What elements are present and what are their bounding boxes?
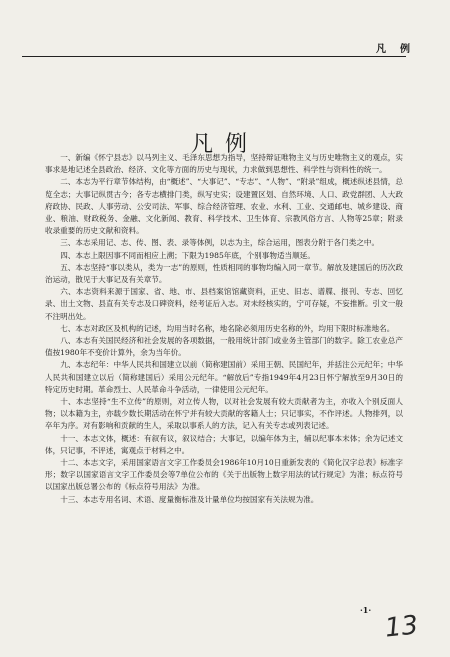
guideline-item-9: 九、本志纪年：中华人民共和国建立以前（简称建国前）采用王朝、民国纪年，并括注公元纪年；中华人民共和国建立以后（简称建国后）采用公元纪年。“解放后”专指1949年4月23日怀宁解放至9月30日的特定历史时期。革命烈士、人民革命斗争活动，一律使用公元纪年。: [45, 360, 403, 394]
guideline-item-8: 八、本志有关国民经济和社会发展的各项数据，一般用统计部门或业务主管部门的数字。除工农业总产值按1980年不变价计算外，余为当年价。: [45, 336, 403, 358]
guideline-item-12: 十二、本志文字，采用国家语言文字工作委员会1986年10月10日重新发表的《简化汉字总表》标准字形；数字以国家语言文字工作委员会等7单位公布的《关于出版物上数字用法的试行规定》为准；标点符号以国家出版总署公布的《标点符号用法》为准。: [45, 458, 403, 492]
running-head: 凡 例: [376, 44, 412, 55]
handwritten-annotation: 13: [383, 610, 420, 644]
guideline-item-4: 四、本志上限因事不同而相应上溯；下限为1985年底，个别事物适当顺延。: [60, 250, 315, 260]
guideline-body: [45, 152, 403, 506]
guideline-item-1: 一、新编《怀宁县志》以马列主义、毛泽东思想为指导，坚持辩证唯物主义与历史唯物主义的观点，实事求是地记述全县政治、经济、文化等方面的历史与现状，力求做到思想性、科学性与资料性的统一。: [45, 153, 403, 175]
guideline-item-2: 二、本志为平行章节体结构，由“概述”、“大事记”、“专志”、“人物”、“附录”组成，概述纵述县情，总览全志；大事记纵贯古今；各专志横排门类，纵写史实；设建置区划、自然环境、人口、政党群团、人大政府政协、民政、人事劳动、公安司法、军事、综合经济管理、农业、水利、工业、交通邮电、城乡建设、商业、粮油、财政税务、金融、文化新闻、教育、科学技术、卫生体育、宗教风俗方言、人物等25章；附录收录重要的历史文献和资料。: [45, 177, 403, 236]
header-rule: [22, 56, 406, 57]
guideline-item-3: 三、本志采用记、志、传、图、表、录等体例，以志为主，综合运用，图表分附于各门类之中。: [60, 238, 380, 248]
guideline-item-13: 十三、本志专用名词、术语、度量衡标准及计量单位均按国家有关法规为准。: [60, 494, 319, 504]
page-title: 凡例: [190, 131, 259, 157]
guideline-item-7: 七、本志对政区及机构的记述，均用当时名称，地名除必须用历史名称的外，均用下限时标准地名。: [60, 323, 395, 333]
page-number: ·1·: [360, 605, 372, 615]
guideline-item-11: 十一、本志文体，概述：有叙有议，叙议结合；大事记，以编年体为主，辅以纪事本末体；余为记述文体，只记事，不评述，寓观点于材料之中。: [45, 433, 403, 455]
guideline-item-5: 五、本志坚持“事以类从，类为一志”的原则，性质相同的事物均编入同一章节。解放及建国后的历次政治运动，散见于大事记及有关章节。: [45, 262, 403, 285]
guideline-item-6: 六、本志资料来源于国家、省、地、市、县档案馆馆藏资料，正史、旧志、谱牒、报刊、专志、回忆录、出土文物、县直有关专志及口碑资料，经考证后入志。对未经核实的，宁可存疑，不妄推断。引文一般不注明出处。: [45, 287, 403, 321]
guideline-item-10: 十、本志坚持“生不立传”的原则，对立传人物，以对社会发展有较大贡献者为主，亦收入个别反面人物；以本籍为主，亦载少数长期活动在怀宁并有较大贡献的客籍人士；只记事实，不作评述。人物排列，以卒年为序。对有影响和贡献的生人，采取以事系人的方法，记入有关专志或列表记述。: [45, 397, 403, 431]
